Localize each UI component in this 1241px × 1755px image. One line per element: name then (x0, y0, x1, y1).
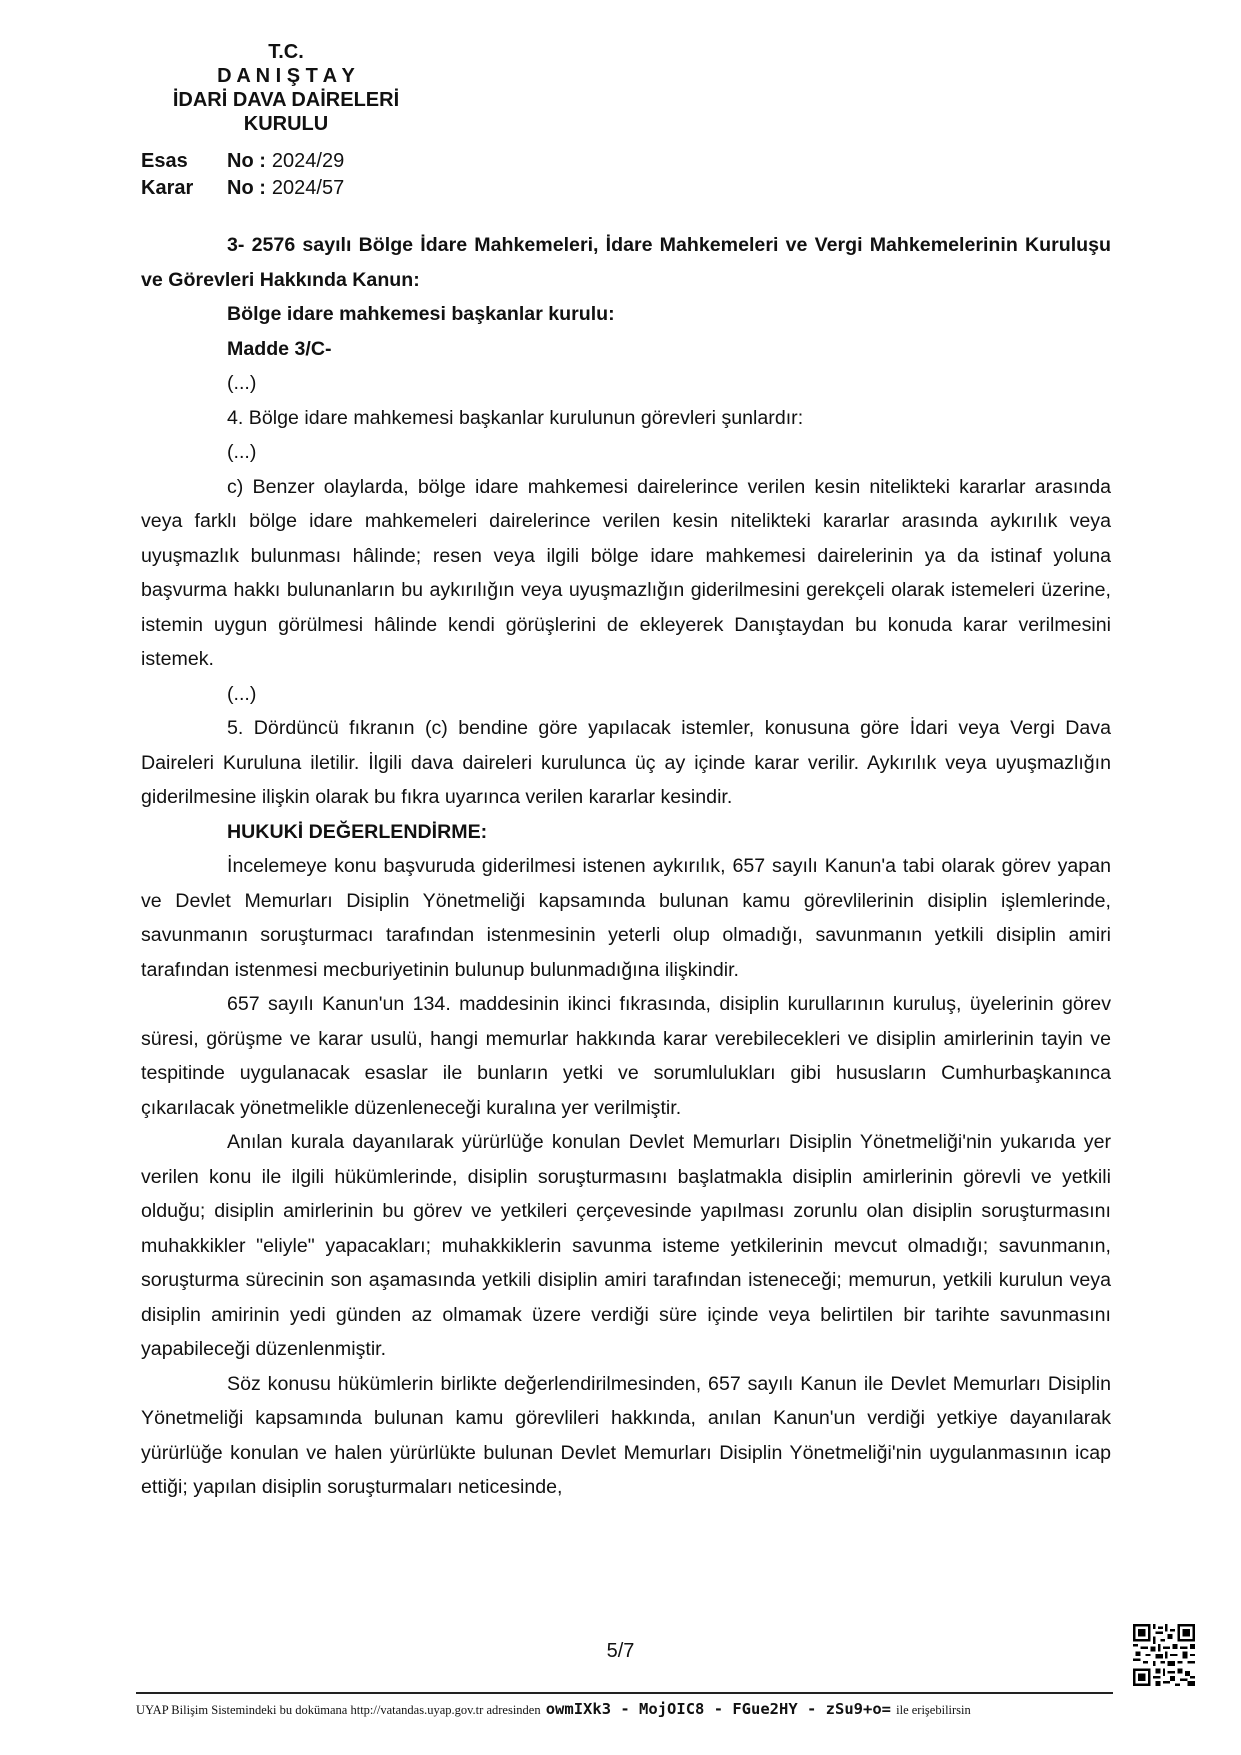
document-body (141, 228, 1111, 1505)
header-danistay: D A N I Ş T A Y (217, 65, 355, 87)
case-numbers (141, 148, 344, 202)
karar-label: Karar (141, 177, 194, 199)
ellipsis-1: (...) (227, 372, 257, 394)
paragraph-3: Anılan kurala dayanılarak yürürlüğe konulan Devlet Memurları Disiplin Yönetmeliği'nin yukarıda yer verilen konu ile ilgili hükümlerinde, disiplin soruşturmasını başlatmakla disiplin amirlerinin görevli ve yetkili olduğu; disiplin amirlerinin bu görev ve yetkileri çerçevesinde yapılması zorunlu olan disiplin soruşturmasını muhakkikler "eliyle" yapacakları; muhakkiklerin savunma isteme yetkilerinin mevcut olmadığı; savunmanın, soruşturma sürecinin son aşamasında yetkili disiplin amiri tarafından isteneceği; memurun, yetkili kurulun veya disiplin amirinin yedi günden az olmamak üzere verdiği süre içinde veya belirtilen bir tarihte savunmasını yapabileceği düzenlenmiştir. (141, 1131, 1111, 1360)
esas-row (141, 148, 344, 175)
section-title: HUKUKİ DEĞERLENDİRME: (227, 820, 488, 843)
qr-code-icon (1133, 1624, 1195, 1686)
verification-code: owmIXk3 - MojOIC8 - FGue2HY - zSu9+o= (545, 1700, 891, 1718)
law-subheading: Bölge idare mahkemesi başkanlar kurulu: (227, 303, 615, 325)
law-heading: 3- 2576 sayılı Bölge İdare Mahkemeleri, İdare Mahkemeleri ve Vergi Mahkemelerinin Kuruluşu ve Görevleri Hakkında Kanun: (141, 234, 1111, 291)
esas-value: 2024/29 (271, 150, 345, 172)
item-4: 4. Bölge idare mahkemesi başkanlar kurulunun görevleri şunlardır: (227, 406, 804, 429)
header-tc: T.C. (268, 41, 304, 63)
header-daire: İDARİ DAVA DAİRELERİ (172, 89, 400, 111)
footer (136, 1698, 1136, 1721)
item-c: c) Benzer olaylarda, bölge idare mahkemesi dairelerince verilen kesin nitelikteki kararlar arasında veya farklı bölge idare mahkemeleri dairelerince verilen kesin nitelikteki kararlar arasında aykırılık veya uyuşmazlık bulunması hâlinde; resen veya ilgili bölge idare mahkemesi dairelerinin ya da istinaf yoluna başvurma hakkı bulunanların bu aykırılığın veya uyuşmazlığın giderilmesini gerekçeli olarak istemeleri üzerine, istemin uygun görülmesi hâlinde kendi görüşlerini de ekleyerek Danıştaydan bu konuda karar verilmesini istemek. (141, 475, 1111, 670)
esas-label: Esas (141, 150, 188, 172)
karar-value: 2024/57 (271, 177, 345, 199)
item-5: 5. Dördüncü fıkranın (c) bendine göre yapılacak istemler, konusuna göre İdari veya Vergi Dava Daireleri Kuruluna iletilir. İlgili dava daireleri kurulunca üç ay içinde karar verilir. Aykırılık veya uyuşmazlığın giderilmesine ilişkin olarak bu fıkra uyarınca verilen kararlar kesindir. (141, 717, 1111, 808)
esas-no-label: No : (227, 150, 266, 172)
footer-suffix: ile erişebilirsin (896, 1703, 971, 1717)
footer-divider (136, 1692, 1113, 1694)
karar-no-label: No : (227, 177, 266, 199)
karar-row (141, 175, 344, 202)
ellipsis-3: (...) (227, 682, 257, 705)
paragraph-1: İncelemeye konu başvuruda giderilmesi istenen aykırılık, 657 sayılı Kanun'a tabi olarak görev yapan ve Devlet Memurları Disiplin Yönetmeliği kapsamında bulunan kamu görevlilerinin disiplin işlemlerinde, savunmanın soruşturmacı tarafından istenmesinin yeterli olup olmadığı, savunmanın yetkili disiplin amiri tarafından istenmesi mecburiyetinin bulunup bulunmadığına ilişkindir. (141, 855, 1111, 981)
footer-prefix: UYAP Bilişim Sistemindeki bu dokümana http://vatandas.uyap.gov.tr adresinden (136, 1703, 541, 1717)
paragraph-4: Söz konusu hükümlerin birlikte değerlendirilmesinden, 657 sayılı Kanun ile Devlet Memurları Disiplin Yönetmeliği kapsamında bulunan kamu görevlileri hakkında, anılan Kanun'un verdiği yetkiye dayanılarak yürürlüğe konulan ve halen yürürlükte bulunan Devlet Memurları Disiplin Yönetmeliği'nin uygulanmasının icap ettiği; yapılan disiplin soruşturmaları neticesinde, (141, 1372, 1111, 1498)
law-article: Madde 3/C- (227, 337, 332, 360)
page-number: 5/7 (606, 1640, 635, 1662)
ellipsis-2: (...) (227, 441, 257, 463)
paragraph-2: 657 sayılı Kanun'un 134. maddesinin ikinci fıkrasında, disiplin kurullarının kuruluş, üyelerinin görev süresi, görüşme ve karar usulü, hangi memurlar hakkında karar verebilecekleri ve disiplin amirlerinin tayin ve tespitinde uygulanacak esaslar ile bunların yetki ve sorumlulukları gibi hususların Cumhurbaşkanınca çıkarılacak yönetmelikle düzenleneceği kuralına yer verilmiştir. (141, 993, 1111, 1119)
header-kurulu: KURULU (243, 113, 329, 135)
court-header (141, 40, 431, 136)
